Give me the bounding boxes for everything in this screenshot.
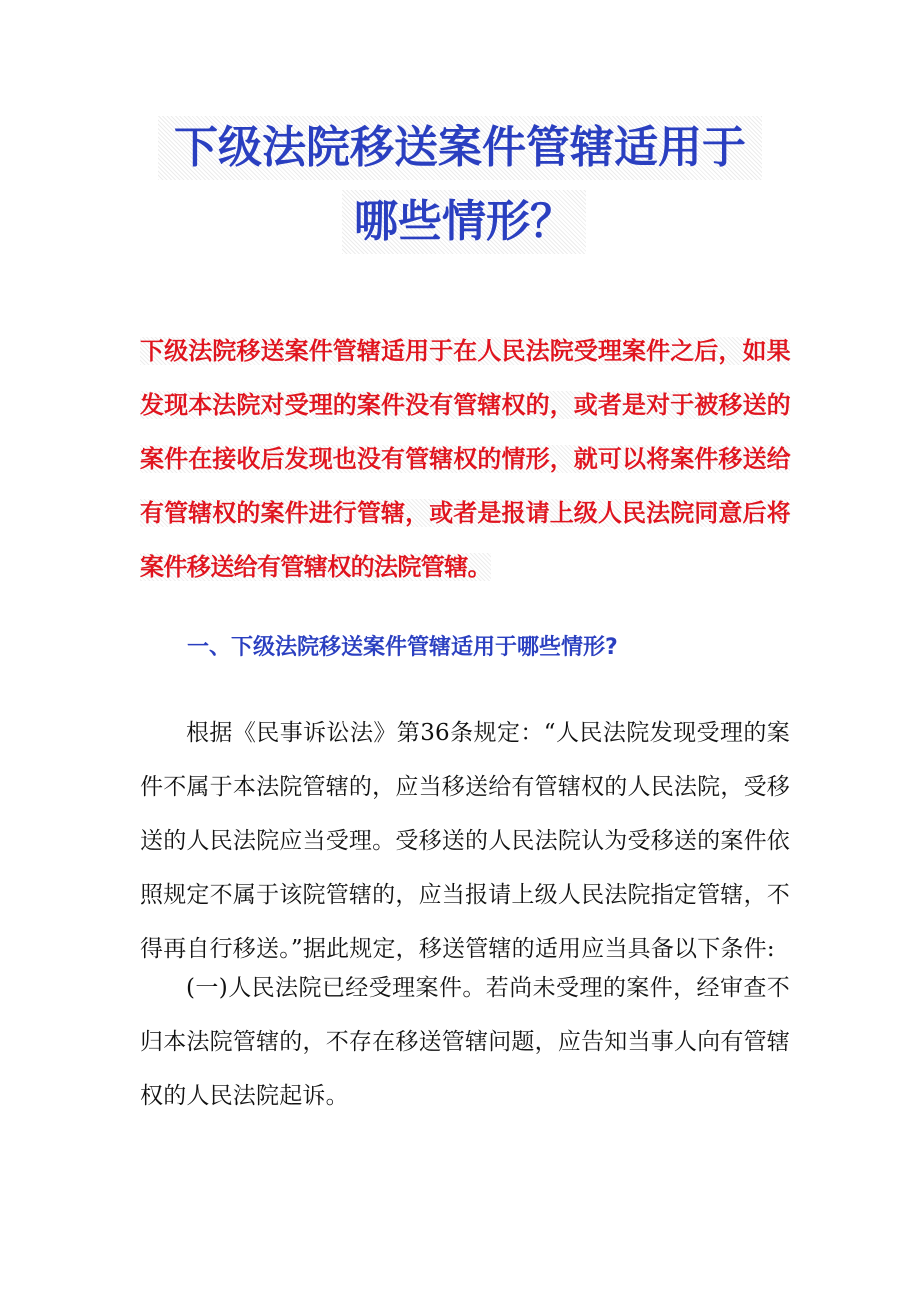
summary-text: 下级法院移送案件管辖适用于在人民法院受理案件之后，如果发现本法院对受理的案件没有管辖权的，或者是对于被移送的案件在接收后发现也没有管辖权的情形，就可以将案件移送给有管辖权的案件进行管辖，或者是报请上级人民法院同意后将案件移送给有管辖权的法院管辖。 (140, 337, 790, 581)
body-paragraph-law-citation: 根据《民事诉讼法》第36条规定：“人民法院发现受理的案件不属于本法院管辖的，应当移送给有管辖权的人民法院，受移送的人民法院应当受理。受移送的人民法院认为受移送的案件依照规定不属于该院管辖的，应当报请上级人民法院指定管辖，不得再自行移送。”据此规定，移送管辖的适用应当具备以下条件: (140, 720, 790, 962)
document-title-line-2: 哪些情形？ (342, 190, 586, 254)
document-title-line-1: 下级法院移送案件管辖适用于 (158, 116, 762, 180)
body-paragraph-condition-1: (一)人民法院已经受理案件。若尚未受理的案件，经审查不归本法院管辖的，不存在移送管辖问题，应告知当事人向有管辖权的人民法院起诉。 (140, 975, 790, 1109)
summary-paragraph (140, 324, 790, 594)
section-heading: 一、下级法院移送案件管辖适用于哪些情形? (187, 635, 618, 660)
